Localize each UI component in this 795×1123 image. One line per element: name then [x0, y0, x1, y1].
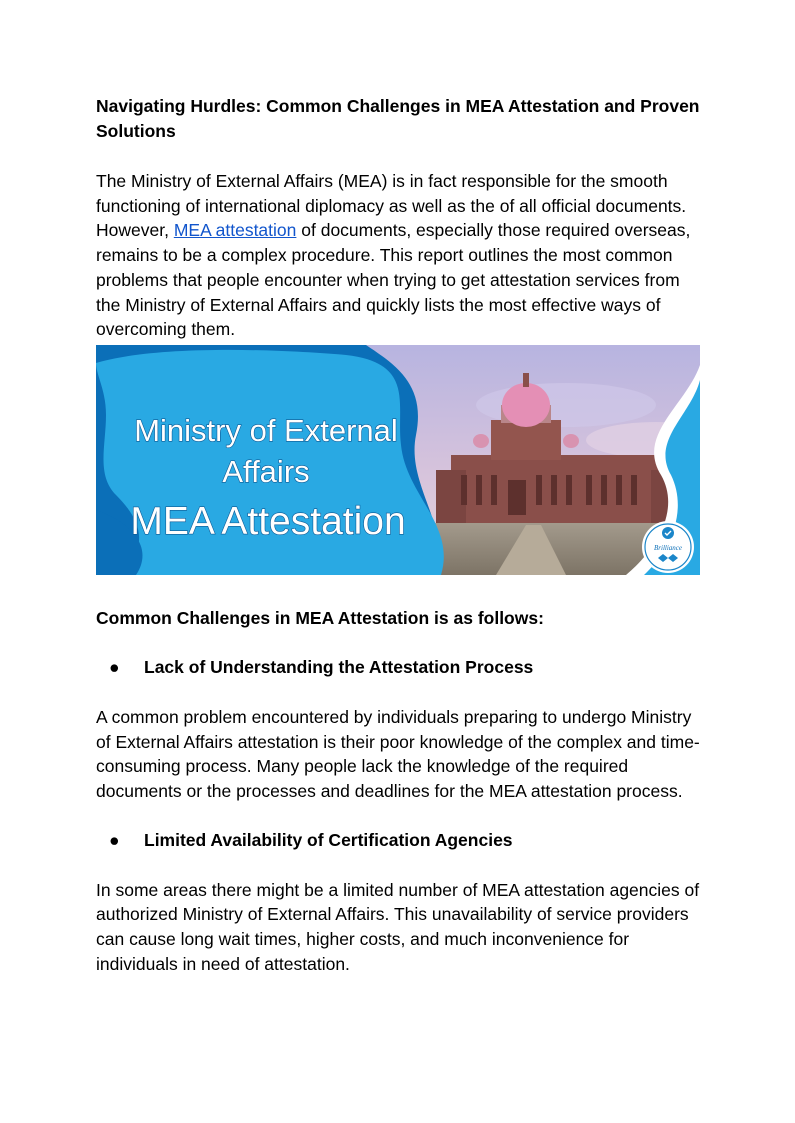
intro-text-after: of documents, especially those required overseas, remains to be a complex procedure. This report outlines the most common problems that people encounter when trying to get attestation services from the Ministry of External Affairs and quickly lists the most effective ways of overcoming them.	[96, 220, 691, 340]
document-title: Navigating Hurdles: Common Challenges in MEA Attestation and Proven Solutions	[96, 96, 700, 141]
challenge-title: Lack of Understanding the Attestation Process	[144, 656, 534, 677]
banner-line-3: MEA Attestation	[130, 499, 406, 543]
intro-paragraph	[96, 169, 700, 342]
challenge-heading-1	[96, 655, 700, 680]
logo-text: Brilliance	[654, 543, 682, 552]
bullet-icon: ●	[109, 656, 120, 677]
banner-line-2: Affairs	[222, 453, 310, 489]
banner-line-1: Ministry of External	[134, 412, 398, 448]
challenge-body-1: A common problem encountered by individuals preparing to undergo Ministry of External Affairs attestation is their poor knowledge of the complex and time-consuming process. Many people lack the knowledge of the required documents or the processes and deadlines for the MEA attestation process.	[96, 706, 700, 802]
challenge-heading-2	[96, 828, 700, 853]
mea-attestation-link[interactable]: MEA attestation	[173, 220, 297, 241]
challenge-body-2: In some areas there might be a limited number of MEA attestation agencies of authorized Ministry of External Affairs. This unavailability of service providers can cause long wait times, higher costs, and much inconvenience for individuals in need of attestation.	[96, 879, 700, 974]
bullet-icon: ●	[109, 829, 120, 850]
document-page	[96, 94, 700, 977]
intro-text-before: The Ministry of External Affairs (MEA) is in fact responsible for the smooth functioning of international diplomacy as well as the of all official documents. However,	[96, 171, 687, 241]
mea-banner-image	[96, 345, 700, 575]
challenge-title: Limited Availability of Certification Agencies	[144, 829, 513, 850]
section-heading: Common Challenges in MEA Attestation is as follows:	[96, 607, 544, 628]
brilliance-logo-icon	[642, 521, 694, 573]
